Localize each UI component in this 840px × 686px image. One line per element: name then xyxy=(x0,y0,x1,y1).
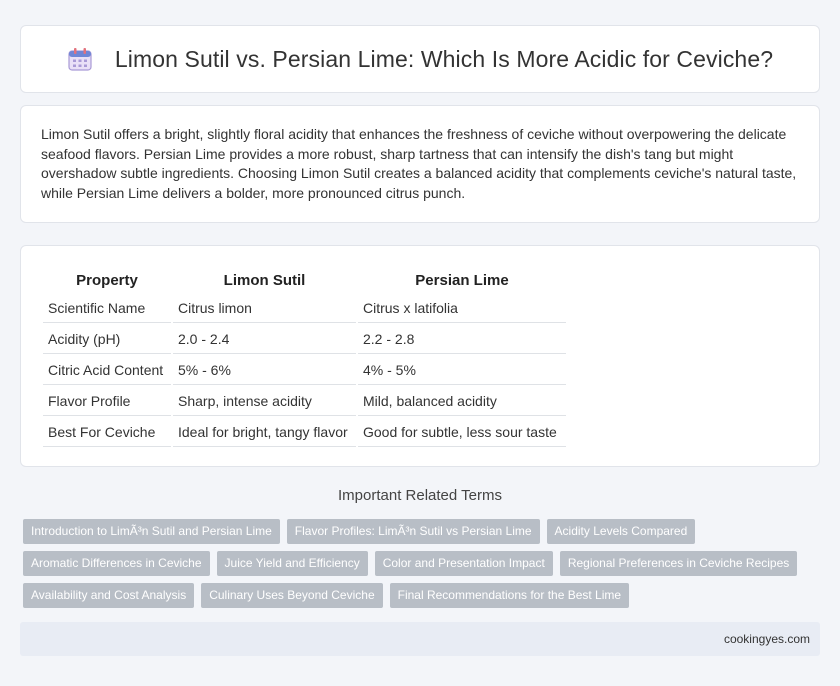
related-term-tag[interactable]: Culinary Uses Beyond Ceviche xyxy=(201,583,382,608)
related-term-tag[interactable]: Regional Preferences in Ceviche Recipes xyxy=(560,551,797,576)
related-term-tag[interactable]: Aromatic Differences in Ceviche xyxy=(23,551,210,576)
related-term-tag[interactable]: Acidity Levels Compared xyxy=(547,519,696,544)
calendar-icon xyxy=(67,46,93,72)
header-property: Property xyxy=(76,272,138,289)
table-header-row xyxy=(43,268,566,292)
intro-text: Limon Sutil offers a bright, slightly floral acidity that enhances the freshness of ceviche without overpowering the delicate seafood flavors. Persian Lime provides a more robust, sharp tartness that can intensify the dish's tang but might overshadow subtle ingredients. Choosing Limon Sutil creates a balanced acidity that complements ceviche's natural taste, while Persian Lime delivers a bolder, more pronounced citrus punch. xyxy=(41,126,797,201)
table-cell: Citrus x latifolia xyxy=(358,294,566,323)
footer xyxy=(20,622,820,656)
table-card xyxy=(20,245,820,467)
related-term-tag[interactable]: Availability and Cost Analysis xyxy=(23,583,194,608)
related-term-tag[interactable]: Introduction to LimÃ³n Sutil and Persian Lime xyxy=(23,519,280,544)
related-terms-title: Important Related Terms xyxy=(338,487,502,504)
intro-card xyxy=(20,105,820,223)
page-title: Limon Sutil vs. Persian Lime: Which Is More Acidic for Ceviche? xyxy=(114,45,774,72)
header-persian-lime: Persian Lime xyxy=(415,272,509,289)
comparison-table xyxy=(41,266,568,449)
title-card xyxy=(20,25,820,93)
related-terms-list xyxy=(23,519,813,608)
table-cell: 4% - 5% xyxy=(358,356,566,385)
table-cell: 2.0 - 2.4 xyxy=(173,325,356,354)
table-row xyxy=(43,418,566,447)
table-cell: Acidity (pH) xyxy=(43,325,171,354)
table-cell: Flavor Profile xyxy=(43,387,171,416)
table-row xyxy=(43,325,566,354)
table-cell: Citrus limon xyxy=(173,294,356,323)
table-cell: 5% - 6% xyxy=(173,356,356,385)
related-term-tag[interactable]: Color and Presentation Impact xyxy=(375,551,553,576)
table-row xyxy=(43,356,566,385)
table-cell: 2.2 - 2.8 xyxy=(358,325,566,354)
related-term-tag[interactable]: Flavor Profiles: LimÃ³n Sutil vs Persian Lime xyxy=(287,519,540,544)
table-cell: Mild, balanced acidity xyxy=(358,387,566,416)
table-cell: Scientific Name xyxy=(43,294,171,323)
table-cell: Good for subtle, less sour taste xyxy=(358,418,566,447)
table-row xyxy=(43,294,566,323)
site-name[interactable]: cookingyes.com xyxy=(723,632,810,646)
table-cell: Sharp, intense acidity xyxy=(173,387,356,416)
table-row xyxy=(43,387,566,416)
related-term-tag[interactable]: Juice Yield and Efficiency xyxy=(217,551,368,576)
table-cell: Ideal for bright, tangy flavor xyxy=(173,418,356,447)
related-term-tag[interactable]: Final Recommendations for the Best Lime xyxy=(390,583,629,608)
table-cell: Best For Ceviche xyxy=(43,418,171,447)
header-limon-sutil: Limon Sutil xyxy=(223,272,306,289)
table-cell: Citric Acid Content xyxy=(43,356,171,385)
